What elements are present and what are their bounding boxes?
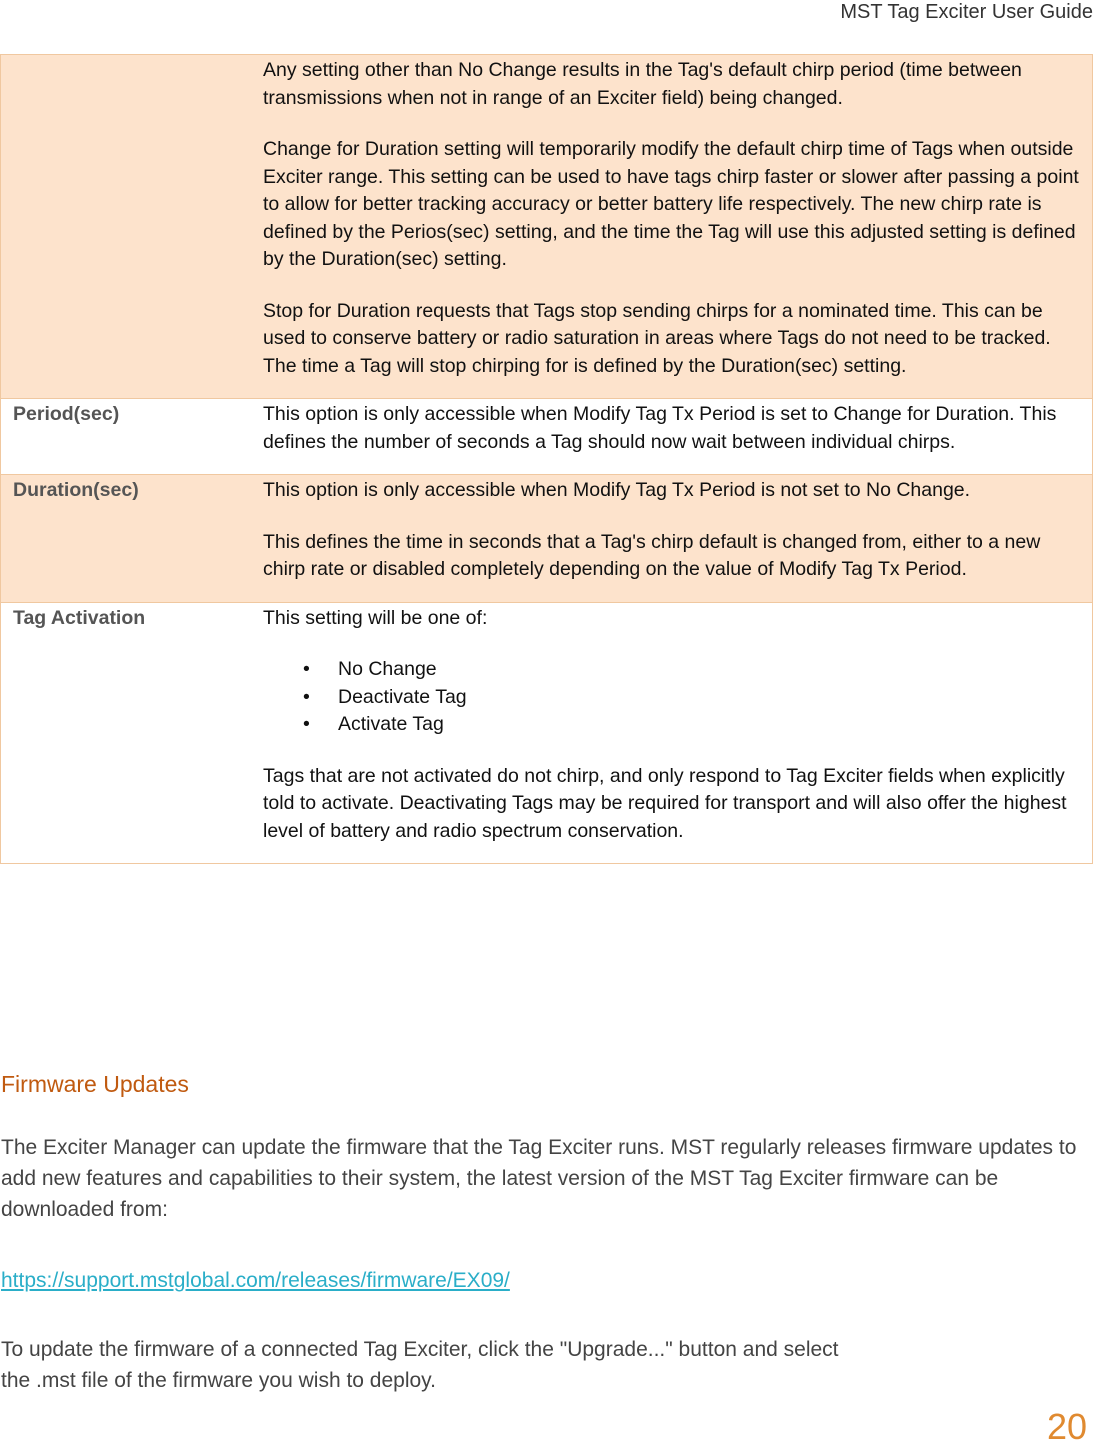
list-item: • No Change	[303, 656, 1084, 684]
row-description	[261, 55, 1093, 399]
firmware-link-container	[1, 1265, 1081, 1296]
paragraph: This setting will be one of:	[263, 606, 488, 629]
paragraph: This option is only accessible when Modify Tag Tx Period is set to Change for Duration. This defines the number of seconds a Tag should now wait between individual chirps.	[263, 403, 1057, 453]
table-row	[1, 55, 1093, 399]
paragraph: Stop for Duration requests that Tags stop sending chirps for a nominated time. This can be used to conserve battery or radio saturation in areas where Tags do not need to be tracked. The time a Tag will stop chirping for is defined by the Duration(sec) setting.	[263, 299, 1051, 377]
table-row	[1, 399, 1093, 475]
upgrade-instructions-line: the .mst file of the firmware you wish to deploy.	[1, 1369, 436, 1392]
paragraph: Tags that are not activated do not chirp, and only respond to Tag Exciter fields when explicitly told to activate. Deactivating Tags may be required for transport and will also offer the highest level of battery and radio spectrum conservation.	[263, 764, 1067, 842]
row-label-period: Period(sec)	[1, 399, 262, 475]
firmware-intro-paragraph: The Exciter Manager can update the firmware that the Tag Exciter runs. MST regularly releases firmware updates to add new features and capabilities to their system, the latest version of the MST Tag Exciter firmware can be downloaded from:	[1, 1136, 1077, 1221]
upgrade-instructions	[1, 1334, 1081, 1396]
paragraph: Any setting other than No Change results in the Tag's default chirp period (time between transmissions when not in range of an Exciter field) being changed.	[263, 59, 1022, 109]
settings-table	[0, 54, 1093, 864]
list-item: • Deactivate Tag	[303, 684, 1084, 712]
row-description	[261, 399, 1093, 475]
paragraph: Change for Duration setting will temporarily modify the default chirp time of Tags when outside Exciter range. This setting can be used to have tags chirp faster or slower after passing a point to allow for better tracking accuracy or better battery life respectively. The new chirp rate is defined by the Perios(sec) setting, and the time the Tag will use this adjusted setting is defined by the Duration(sec) setting.	[263, 138, 1079, 270]
table-row	[1, 475, 1093, 603]
row-description	[261, 475, 1093, 603]
row-label-tag-activation: Tag Activation	[1, 602, 262, 864]
list-item: • Activate Tag	[303, 711, 1084, 739]
options-list	[263, 656, 1084, 739]
section-title: Firmware Updates	[1, 1071, 189, 1097]
row-description	[261, 602, 1093, 864]
page-header: MST Tag Exciter User Guide	[840, 1, 1093, 23]
paragraph: This defines the time in seconds that a Tag's chirp default is changed from, either to a new chirp rate or disabled completely depending on the value of Modify Tag Tx Period.	[263, 530, 1041, 580]
upgrade-instructions-line: To update the firmware of a connected Tag Exciter, click the "Upgrade..." button and select	[1, 1338, 839, 1361]
paragraph: This option is only accessible when Modify Tag Tx Period is not set to No Change.	[263, 479, 971, 501]
row-label-duration: Duration(sec)	[1, 475, 262, 603]
firmware-download-link[interactable]: https://support.mstglobal.com/releases/firmware/EX09/	[1, 1269, 510, 1292]
table-row	[1, 602, 1093, 864]
row-label	[1, 55, 262, 399]
page-number: 20	[1046, 1406, 1087, 1447]
